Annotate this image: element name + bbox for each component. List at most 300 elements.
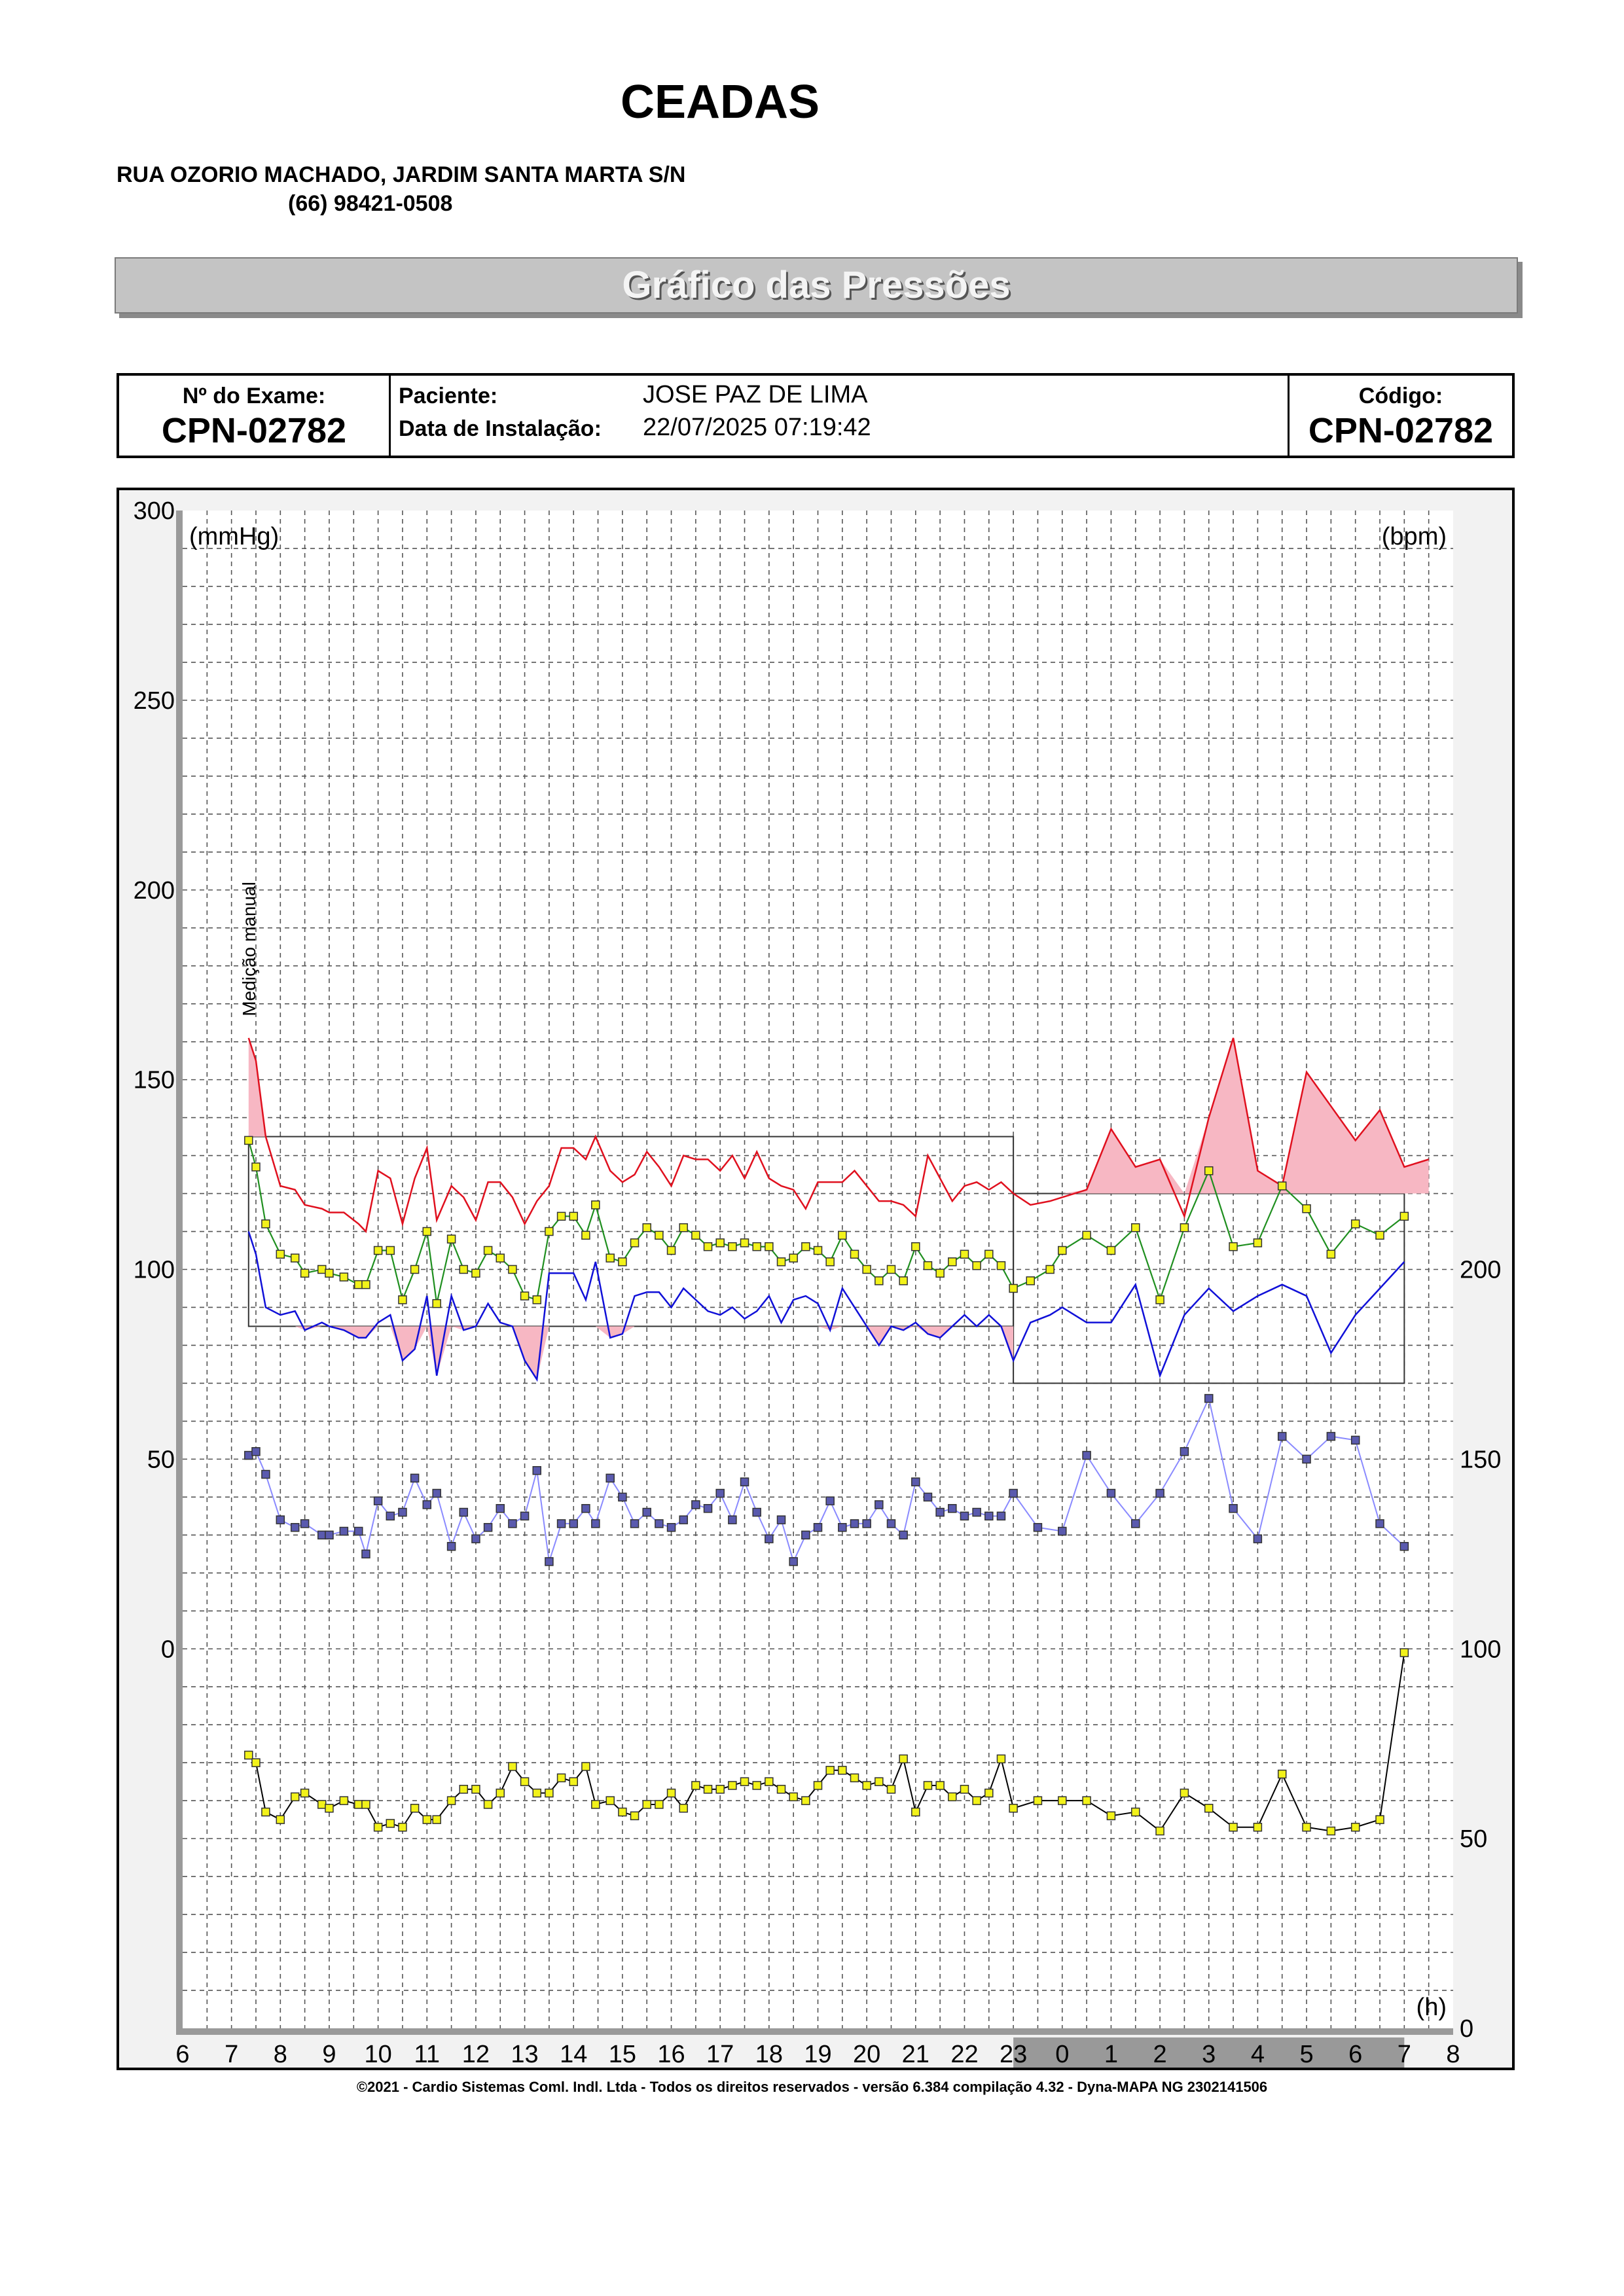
pulse-pressure-marker [631,1520,639,1528]
pulse-pressure-marker [276,1516,284,1524]
code-cell [1290,376,1512,456]
pulse-pressure-marker [386,1512,394,1520]
pulse-pressure-marker [355,1528,363,1535]
left-tick-label: 200 [133,876,175,905]
mean-marker [973,1262,981,1270]
mean-marker [1009,1284,1017,1292]
heart-rate-marker [558,1774,566,1782]
pulse-pressure-marker [875,1501,883,1509]
heart-rate-marker [631,1812,639,1820]
pulse-pressure-marker [1278,1433,1286,1441]
mean-marker [936,1269,944,1277]
x-tick-label: 23 [999,2041,1028,2068]
heart-rate-marker [741,1778,749,1785]
heart-rate-marker [1180,1789,1188,1797]
pulse-pressure-marker [399,1509,406,1516]
mean-marker [839,1231,846,1239]
mean-marker [1400,1212,1408,1220]
mean-marker [985,1250,993,1258]
pulse-pressure-marker [592,1520,600,1528]
heart-rate-marker [399,1823,406,1831]
heart-rate-marker [973,1797,981,1804]
mean-marker [789,1254,797,1262]
mean-marker [569,1212,577,1220]
pulse-pressure-marker [948,1505,956,1513]
pulse-pressure-marker [374,1497,382,1505]
heart-rate-marker [448,1797,456,1804]
mean-marker [245,1136,253,1144]
pulse-pressure-marker [619,1493,626,1501]
pulse-pressure-marker [729,1516,736,1524]
mean-marker [582,1231,590,1239]
mean-marker [1026,1277,1034,1285]
x-tick-label: 1 [1104,2041,1118,2068]
heart-rate-marker [985,1789,993,1797]
heart-rate-marker [729,1782,736,1789]
right-tick-label: 100 [1460,1636,1502,1664]
x-tick-label: 13 [511,2041,539,2068]
mean-marker [460,1266,467,1274]
mean-marker [509,1266,516,1274]
mean-marker [386,1247,394,1255]
mean-marker [912,1243,920,1251]
heart-rate-marker [1034,1797,1041,1804]
mean-marker [262,1220,270,1228]
x-tick-label: 16 [657,2041,685,2068]
mean-marker [948,1258,956,1266]
pulse-pressure-marker [606,1474,614,1482]
heart-rate-marker [252,1759,260,1767]
mean-marker [1278,1182,1286,1190]
left-tick-label: 0 [160,1636,175,1664]
pulse-pressure-marker [668,1524,676,1532]
mean-marker [533,1296,541,1304]
pulse-pressure-marker [291,1524,299,1532]
mean-marker [340,1273,348,1281]
heart-rate-marker [592,1801,600,1808]
mean-marker [411,1266,419,1274]
heart-rate-marker [887,1785,895,1793]
mean-marker [1058,1247,1066,1255]
heart-rate-marker [484,1801,492,1808]
heart-rate-marker [704,1785,712,1793]
code-label: Código: [1358,384,1443,408]
mean-marker [448,1235,456,1243]
heart-rate-marker [509,1763,516,1770]
pulse-pressure-marker [997,1512,1005,1520]
heart-rate-marker [1400,1649,1408,1657]
heart-rate-marker [997,1755,1005,1763]
code-value: CPN-02782 [1308,411,1494,450]
mean-marker [716,1239,724,1247]
x-tick-label: 7 [1397,2041,1411,2068]
clinic-address: RUA OZORIO MACHADO, JARDIM SANTA MARTA S/N [117,162,686,187]
mean-marker [606,1254,614,1262]
heart-rate-marker [291,1793,299,1801]
mean-marker [1107,1247,1115,1255]
exam-number-label: Nº do Exame: [182,384,326,408]
mean-marker [472,1269,480,1277]
mean-marker [276,1250,284,1258]
mean-marker [704,1243,712,1251]
left-tick-label: 250 [133,687,175,715]
pulse-pressure-marker [582,1505,590,1513]
mean-marker [252,1163,260,1171]
x-tick-label: 14 [560,2041,588,2068]
pulse-pressure-marker [558,1520,566,1528]
heart-rate-marker [362,1801,370,1808]
heart-rate-marker [606,1797,614,1804]
pulse-pressure-marker [569,1520,577,1528]
mean-marker [1254,1239,1261,1247]
pulse-pressure-marker [887,1520,895,1528]
mean-marker [692,1231,700,1239]
right-axis-unit: (bpm) [1381,523,1447,550]
pulse-pressure-marker [692,1501,700,1509]
heart-rate-marker [875,1778,883,1785]
heart-rate-marker [545,1789,553,1797]
exam-number-cell [119,376,391,456]
x-tick-label: 11 [414,2041,440,2068]
pulse-pressure-marker [1156,1490,1164,1498]
heart-rate-marker [582,1763,590,1770]
x-tick-label: 5 [1299,2041,1314,2068]
heart-rate-marker [802,1797,810,1804]
left-tick-label: 100 [133,1256,175,1284]
right-tick-label: 50 [1460,1825,1488,1854]
pulse-pressure-marker [245,1452,253,1460]
x-tick-label: 7 [225,2041,239,2068]
pulse-pressure-marker [545,1558,553,1566]
right-tick-label: 150 [1460,1446,1502,1474]
heart-rate-marker [1205,1804,1213,1812]
mean-marker [1327,1250,1335,1258]
mean-marker [1132,1224,1140,1232]
pulse-pressure-marker [496,1505,504,1513]
heart-rate-marker [960,1785,968,1793]
mean-marker [558,1212,566,1220]
pulse-pressure-marker [789,1558,797,1566]
plot-bottom-edge [176,2028,1453,2035]
pressure-chart-frame [117,488,1515,2070]
heart-rate-marker [765,1778,773,1785]
mean-marker [1229,1243,1237,1251]
pulse-pressure-marker [1352,1436,1360,1444]
heart-rate-marker [1229,1823,1237,1831]
pulse-pressure-marker [411,1474,419,1482]
heart-rate-marker [340,1797,348,1804]
heart-rate-marker [643,1801,651,1808]
heart-rate-marker [355,1801,363,1808]
clinic-name: CEADAS [620,76,820,128]
heart-rate-marker [924,1782,931,1789]
pulse-pressure-marker [509,1520,516,1528]
pulse-pressure-marker [1132,1520,1140,1528]
patient-name: JOSE PAZ DE LIMA [643,381,868,408]
pulse-pressure-marker [826,1497,834,1505]
pulse-pressure-marker [362,1550,370,1558]
pulse-pressure-marker [912,1478,920,1486]
pulse-pressure-marker [643,1509,651,1516]
heart-rate-marker [301,1789,309,1797]
mean-marker [399,1296,406,1304]
pulse-pressure-marker [340,1528,348,1535]
left-tick-label: 300 [133,497,175,525]
pulse-pressure-marker [252,1448,260,1456]
pulse-pressure-marker [318,1531,326,1539]
heart-rate-marker [569,1778,577,1785]
mean-marker [521,1292,529,1300]
heart-rate-marker [778,1785,785,1793]
pulse-pressure-marker [1229,1505,1237,1513]
x-tick-label: 10 [364,2041,392,2068]
mean-marker [355,1281,363,1289]
pulse-pressure-marker [778,1516,785,1524]
patient-label: Paciente: [399,384,498,408]
mean-marker [301,1269,309,1277]
pulse-pressure-marker [741,1478,749,1486]
left-axis-unit: (mmHg) [189,523,280,550]
x-tick-label: 15 [608,2041,637,2068]
pulse-pressure-marker [704,1505,712,1513]
pulse-pressure-marker [423,1501,431,1509]
x-tick-label: 12 [461,2041,490,2068]
pulse-pressure-marker [765,1535,773,1543]
heart-rate-marker [1376,1816,1384,1823]
left-tick-label: 50 [147,1446,175,1474]
x-tick-label: 3 [1202,2041,1216,2068]
heart-rate-marker [850,1774,858,1782]
heart-rate-marker [1132,1808,1140,1816]
mean-marker [1083,1231,1091,1239]
x-tick-label: 18 [755,2041,783,2068]
pulse-pressure-marker [1327,1433,1335,1441]
heart-rate-marker [936,1782,944,1789]
mean-marker [325,1269,333,1277]
pulse-pressure-marker [460,1509,467,1516]
pulse-pressure-marker [924,1493,931,1501]
mean-marker [960,1250,968,1258]
heart-rate-marker [789,1793,797,1801]
heart-rate-marker [325,1804,333,1812]
clinic-phone: (66) 98421-0508 [288,191,453,216]
pulse-pressure-marker [1083,1452,1091,1460]
heart-rate-marker [496,1789,504,1797]
x-tick-label: 9 [322,2041,336,2068]
pulse-pressure-marker [1400,1543,1408,1551]
pulse-pressure-marker [985,1512,993,1520]
mean-marker [433,1300,441,1308]
exam-number-value: CPN-02782 [161,411,347,450]
heart-rate-marker [1107,1812,1115,1820]
section-title: Gráfico das Pressões [622,264,1011,306]
pulse-pressure-marker [850,1520,858,1528]
mean-marker [765,1243,773,1251]
pulse-pressure-marker [1180,1448,1188,1456]
mean-marker [592,1201,600,1209]
mean-marker [1046,1266,1054,1274]
heart-rate-marker [1278,1770,1286,1778]
pulse-pressure-marker [1303,1455,1310,1463]
section-banner [115,257,1518,314]
heart-rate-marker [1083,1797,1091,1804]
heart-rate-marker [753,1782,761,1789]
mean-marker [850,1250,858,1258]
pulse-pressure-marker [839,1524,846,1532]
mean-marker [374,1247,382,1255]
x-tick-label: 6 [1348,2041,1363,2068]
pulse-pressure-marker [973,1509,981,1516]
pulse-pressure-marker [262,1471,270,1479]
heart-rate-marker [948,1793,956,1801]
heart-rate-marker [276,1816,284,1823]
mean-marker [778,1258,785,1266]
pulse-pressure-marker [1376,1520,1384,1528]
heart-rate-marker [1327,1827,1335,1835]
pulse-pressure-marker [655,1520,663,1528]
mean-marker [924,1262,931,1270]
heart-rate-marker [1156,1827,1164,1835]
heart-rate-marker [839,1767,846,1774]
mean-marker [814,1247,822,1255]
heart-rate-marker [679,1804,687,1812]
heart-rate-marker [814,1782,822,1789]
heart-rate-marker [386,1820,394,1827]
mean-marker [423,1228,431,1236]
heart-rate-marker [318,1801,326,1808]
mean-marker [887,1266,895,1274]
mean-marker [668,1247,676,1255]
heart-rate-marker [1009,1804,1017,1812]
mean-marker [753,1243,761,1251]
mean-marker [1303,1205,1310,1213]
heart-rate-marker [521,1778,529,1785]
x-tick-label: 8 [273,2041,287,2068]
pulse-pressure-marker [814,1524,822,1532]
mean-marker [545,1228,553,1236]
mean-marker [741,1239,749,1247]
pulse-pressure-marker [960,1512,968,1520]
heart-rate-marker [433,1816,441,1823]
pulse-pressure-marker [484,1524,492,1532]
heart-rate-marker [619,1808,626,1816]
x-tick-label: 6 [175,2041,190,2068]
heart-rate-marker [655,1801,663,1808]
mean-marker [875,1277,883,1285]
pulse-pressure-marker [863,1520,871,1528]
mean-marker [291,1254,299,1262]
mean-marker [997,1262,1005,1270]
mean-marker [484,1247,492,1255]
mean-marker [1180,1224,1188,1232]
heart-rate-marker [1254,1823,1261,1831]
right-tick-label: 200 [1460,1256,1502,1284]
plot-left-edge [176,511,183,2035]
mean-marker [655,1231,663,1239]
mean-marker [899,1277,907,1285]
mean-marker [679,1224,687,1232]
heart-rate-marker [533,1789,541,1797]
heart-rate-marker [374,1823,382,1831]
x-tick-label: 4 [1250,2041,1265,2068]
pulse-pressure-marker [1254,1535,1261,1543]
x-axis-unit: (h) [1416,1994,1447,2021]
mean-marker [362,1281,370,1289]
pulse-pressure-marker [753,1509,761,1516]
pulse-pressure-marker [1205,1395,1213,1403]
mean-marker [643,1224,651,1232]
pulse-pressure-marker [1107,1490,1115,1498]
pulse-pressure-marker [472,1535,480,1543]
heart-rate-marker [411,1804,419,1812]
heart-rate-marker [262,1808,270,1816]
pressure-chart [119,490,1512,2068]
x-tick-label: 17 [706,2041,734,2068]
mean-marker [863,1266,871,1274]
footer-copyright: ©2021 - Cardio Sistemas Coml. Indl. Ltda - Todos os direitos reservados - versão 6.384 compilação 4.32 - Dyna-MAPA NG 2302141506 [356,2079,1268,2095]
mean-marker [729,1243,736,1251]
pulse-pressure-marker [899,1531,907,1539]
heart-rate-marker [245,1751,253,1759]
pulse-pressure-marker [521,1512,529,1520]
mean-marker [1156,1296,1164,1304]
pulse-pressure-marker [448,1543,456,1551]
heart-rate-marker [460,1785,467,1793]
pulse-pressure-marker [679,1516,687,1524]
pulse-pressure-marker [1034,1524,1041,1532]
heart-rate-marker [1303,1823,1310,1831]
patient-cell [391,376,1290,456]
mean-marker [631,1239,639,1247]
mean-marker [619,1258,626,1266]
left-tick-label: 150 [133,1066,175,1094]
pulse-pressure-marker [1058,1528,1066,1535]
pulse-pressure-marker [301,1520,309,1528]
x-tick-label: 2 [1153,2041,1167,2068]
heart-rate-marker [826,1767,834,1774]
heart-rate-marker [899,1755,907,1763]
heart-rate-marker [912,1808,920,1816]
pulse-pressure-marker [325,1531,333,1539]
mean-marker [802,1243,810,1251]
mean-marker [826,1258,834,1266]
heart-rate-marker [692,1782,700,1789]
x-tick-label: 20 [853,2041,881,2068]
right-tick-label: 0 [1460,2015,1474,2043]
pulse-pressure-marker [433,1490,441,1498]
heart-rate-marker [716,1785,724,1793]
x-tick-label: 22 [950,2041,979,2068]
pulse-pressure-marker [936,1509,944,1516]
install-date-value: 22/07/2025 07:19:42 [643,414,871,441]
pulse-pressure-marker [802,1531,810,1539]
mean-marker [318,1266,326,1274]
x-tick-label: 21 [901,2041,929,2068]
x-tick-label: 8 [1446,2041,1460,2068]
pulse-pressure-marker [1009,1490,1017,1498]
manual-measurement-annotation: Medição manual [238,882,259,1016]
pulse-pressure-marker [533,1467,541,1475]
x-tick-label: 0 [1055,2041,1070,2068]
mean-marker [1376,1231,1384,1239]
x-tick-label: 19 [804,2041,832,2068]
heart-rate-marker [1352,1823,1360,1831]
heart-rate-marker [863,1782,871,1789]
mean-marker [496,1254,504,1262]
heart-rate-marker [668,1789,676,1797]
mean-marker [1205,1167,1213,1175]
heart-rate-marker [423,1816,431,1823]
